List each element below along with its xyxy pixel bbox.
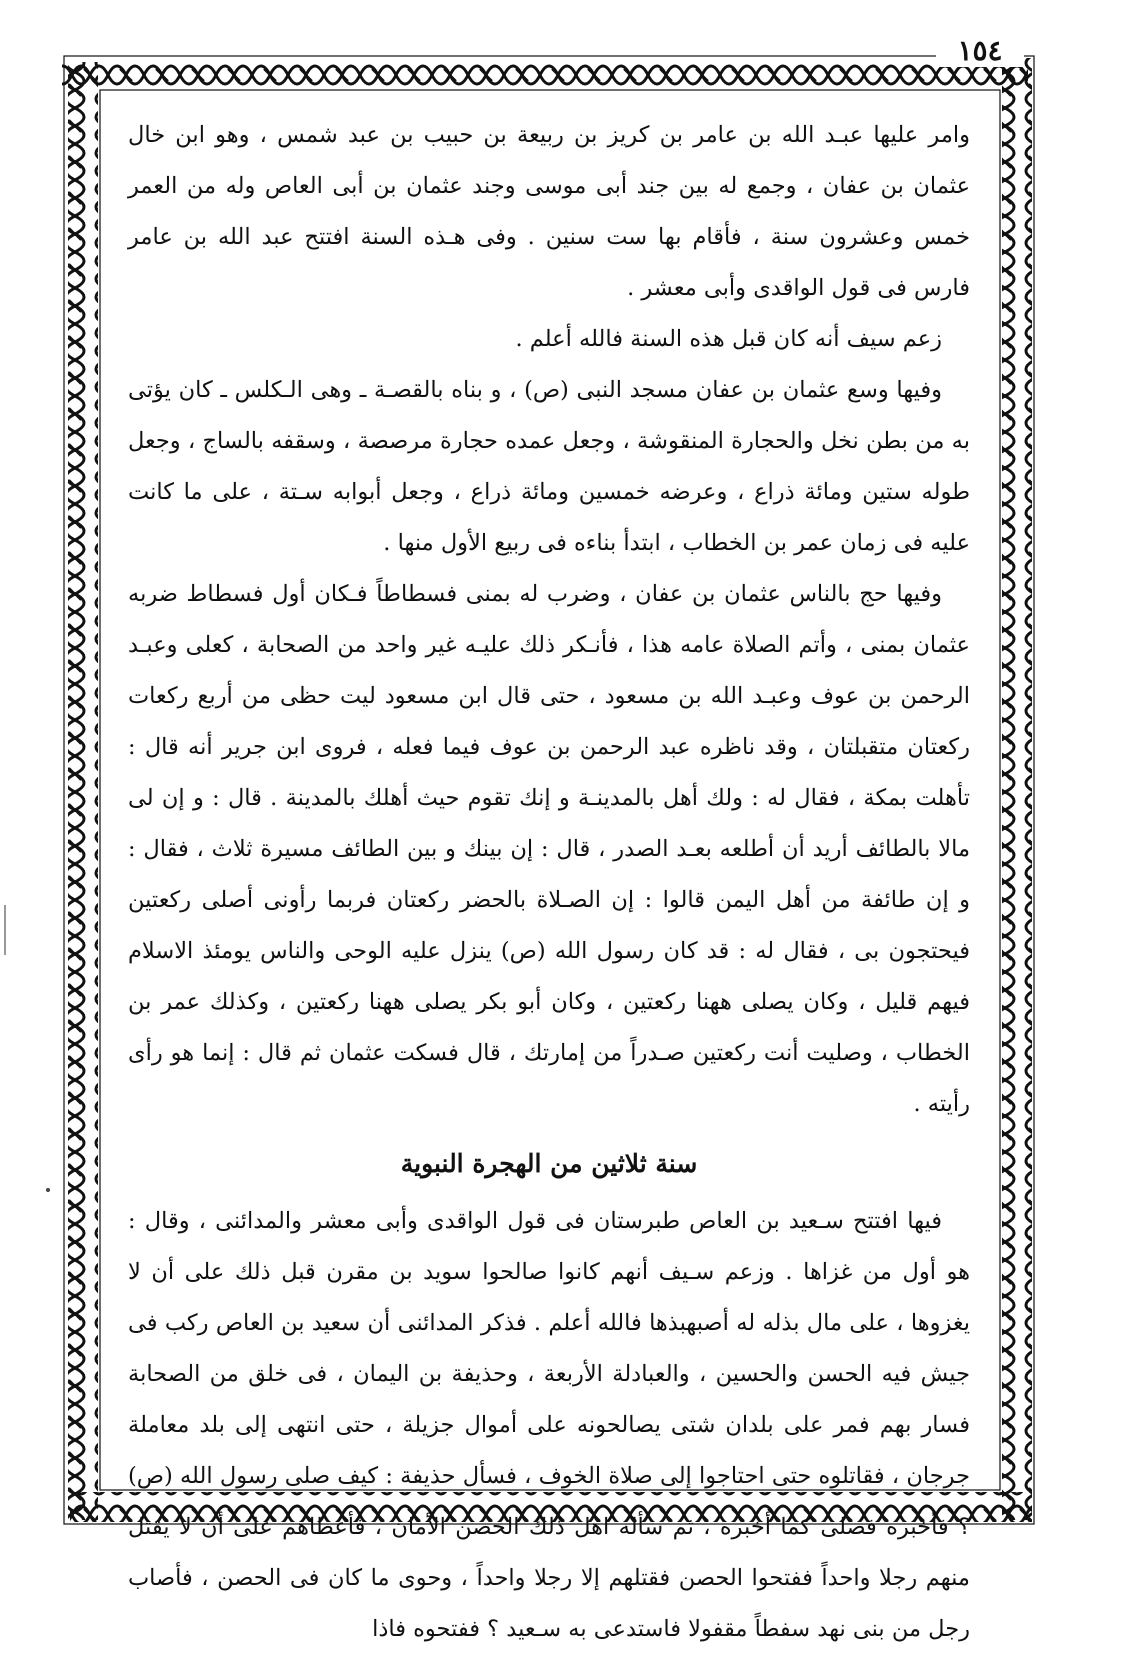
scan-margin-mark [4,905,6,955]
border-right [1002,58,1032,1520]
border-top [62,58,1028,88]
section-heading: سنة ثلاثين من الهجرة النبوية [400,1149,698,1178]
paragraph-1: وامر عليها عبـد الله بن عامر بن كريز بن ربيعة بن حبيب بن عبد شمس ، وهو ابن خال عثمان بن عفان ، وجمع له بين جند أبى موسى وجند عثمان بن أبى العاص وله من العمر خمس وعشرون سنة ، فأقام بها ست سنين . وفى هـذه السنة افتتح عبد الله بن عامر فارس فى قول الواقدى وأبى معشر . [128,122,970,301]
page-text [128,110,970,1642]
border-left [68,62,98,1520]
page-number: ١٥٤ [936,34,1024,67]
paragraph-2: زعم سيف أنه كان قبل هذه السنة فالله أعلم . [515,326,942,352]
paragraph-4: وفيها حج بالناس عثمان بن عفان ، وضرب له بمنى فسطاطاً فـكان أول فسطاط ضربه عثمان بمنى ، وأتم الصلاة عامه هذا ، فأنـكر ذلك عليـه غير واحد من الصحابة ، كعلى وعبـد الرحمن بن عوف وعبـد الله بن مسعود ، حتى قال ابن مسعود ليت حظى من أربع ركعات ركعتان متقبلتان ، وقد ناظره عبد الرحمن بن عوف فيما فعله ، فروى ابن جرير أنه قال : تأهلت بمكة ، فقال له : ولك أهل بالمدينـة و إنك تقوم حيث أهلك بالمدينة . قال : و إن لى مالا بالطائف أريد أن أطلعه بعـد الصدر ، قال : إن بينك و بين الطائف مسيرة ثلاث ، فقال : و إن طائفة من أهل اليمن قالوا : إن الصـلاة بالحضر ركعتان فربما رأونى أصلى ركعتين فيحتجون بى ، فقال له : قد كان رسول الله (ص) ينزل عليه الوحى والناس يومئذ الاسلام فيهم قليل ، وكان يصلى ههنا ركعتين ، وكان أبو بكر يصلى ههنا ركعتين ، وكذلك عمر بن الخطاب ، وصليت أنت ركعتين صـدراً من إمارتك ، قال فسكت عثمان ثم قال : إنما هو رأى رأيته . [128,581,970,1117]
scan-speck [46,1188,50,1192]
paragraph-3: وفيها وسع عثمان بن عفان مسجد النبى (ص) ، و بناه بالقصـة ـ وهى الـكلس ـ كان يؤتى به من بطن نخل والحجارة المنقوشة ، وجعل عمده حجارة مرصصة ، وسقفه بالساج ، وجعل طوله ستين ومائة ذراع ، وعرضه خمسين ومائة ذراع ، وجعل أبوابه سـتة ، على ما كانت عليه فى زمان عمر بن الخطاب ، ابتدأ بناءه فى ربيع الأول منها . [128,377,970,556]
paragraph-5: فيها افتتح سـعيد بن العاص طبرستان فى قول الواقدى وأبى معشر والمدائنى ، وقال : هو أول من غزاها . وزعم سـيف أنهم كانوا صالحوا سويد بن مقرن قبل ذلك على أن لا يغزوها ، على مال بذله له أصبهبذها فالله أعلم . فذكر المدائنى أن سعيد بن العاص ركب فى جيش فيه الحسن والحسين ، والعبادلة الأربعة ، وحذيفة بن اليمان ، فى خلق من الصحابة فسار بهم فمر على بلدان شتى يصالحونه على أموال جزيلة ، حتى انتهى إلى بلد معاملة جرجان ، فقاتلوه حتى احتاجوا إلى صلاة الخوف ، فسأل حذيفة : كيف صلى رسول الله (ص) ؟ فأخبره فصلى كما أخبره ، ثم سأله اهل ذلك الحصن الأمان ، فأعطاهم على أن لا يقتل منهم رجلا واحداً ففتحوا الحصن فقتلهم إلا رجلا واحداً ، وحوى ما كان فى الحصن ، فأصاب رجل من بنى نهد سفطاً مقفولا فاستدعى به سـعيد ؟ ففتحوه فاذا [128,1208,970,1642]
